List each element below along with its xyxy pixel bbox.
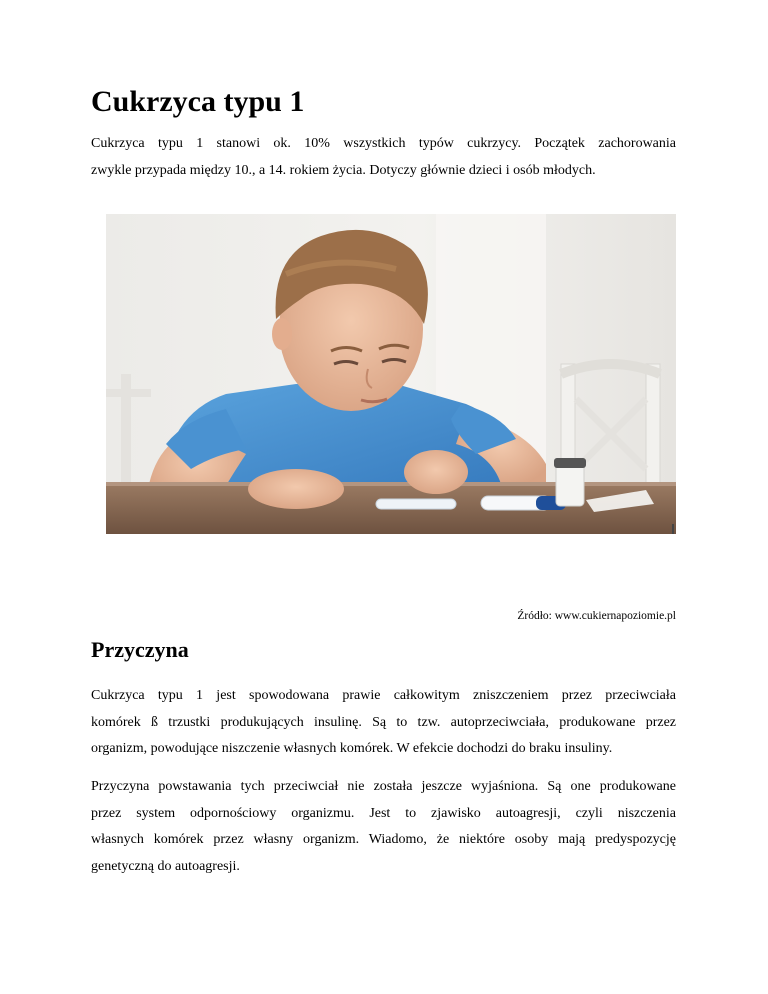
section-heading: Przyczyna (91, 637, 189, 662)
section-paragraph (91, 683, 676, 763)
paragraph-line: Przyczyna powstawania tych przeciwciał nie została jeszcze wyjaśniona. Są one produkowane (91, 779, 676, 794)
section-paragraph (91, 774, 676, 880)
intro-paragraph (91, 131, 676, 184)
paragraph-line: własnych komórek przez własny organizm. Wiadomo, że niektóre osoby mają predyspozycję (91, 832, 676, 847)
paragraph-line: komórek ß trzustki produkujących insulinę. Są to tzw. autoprzeciwciała, produkowane przez (91, 714, 676, 730)
intro-line: zwykle przypada między 10., a 14. rokiem życia. Dotyczy głównie dzieci i osób młodych. (91, 162, 596, 178)
paragraph-line: przez system odpornościowy organizmu. Jest to zjawisko autoagresji, czyli niszczenia (91, 805, 676, 821)
paragraph-line: Cukrzyca typu 1 jest spowodowana prawie całkowitym zniszczeniem przez przeciwciała (91, 688, 676, 703)
page-title: Cukrzyca typu 1 (91, 85, 305, 118)
paragraph-line: organizm, powodujące niszczenie własnych komórek. W efekcie dochodzi do braku insuliny. (91, 741, 613, 756)
photo-illustration (106, 214, 676, 534)
paragraph-line: genetyczną do autoagresji. (91, 858, 240, 874)
intro-line: Cukrzyca typu 1 stanowi ok. 10% wszystkich typów cukrzycy. Początek zachorowania (91, 136, 676, 151)
image-source-caption: Źródło: www.cukiernapoziomie.pl (517, 610, 676, 622)
boy-measuring-glucose-photo (106, 214, 676, 534)
